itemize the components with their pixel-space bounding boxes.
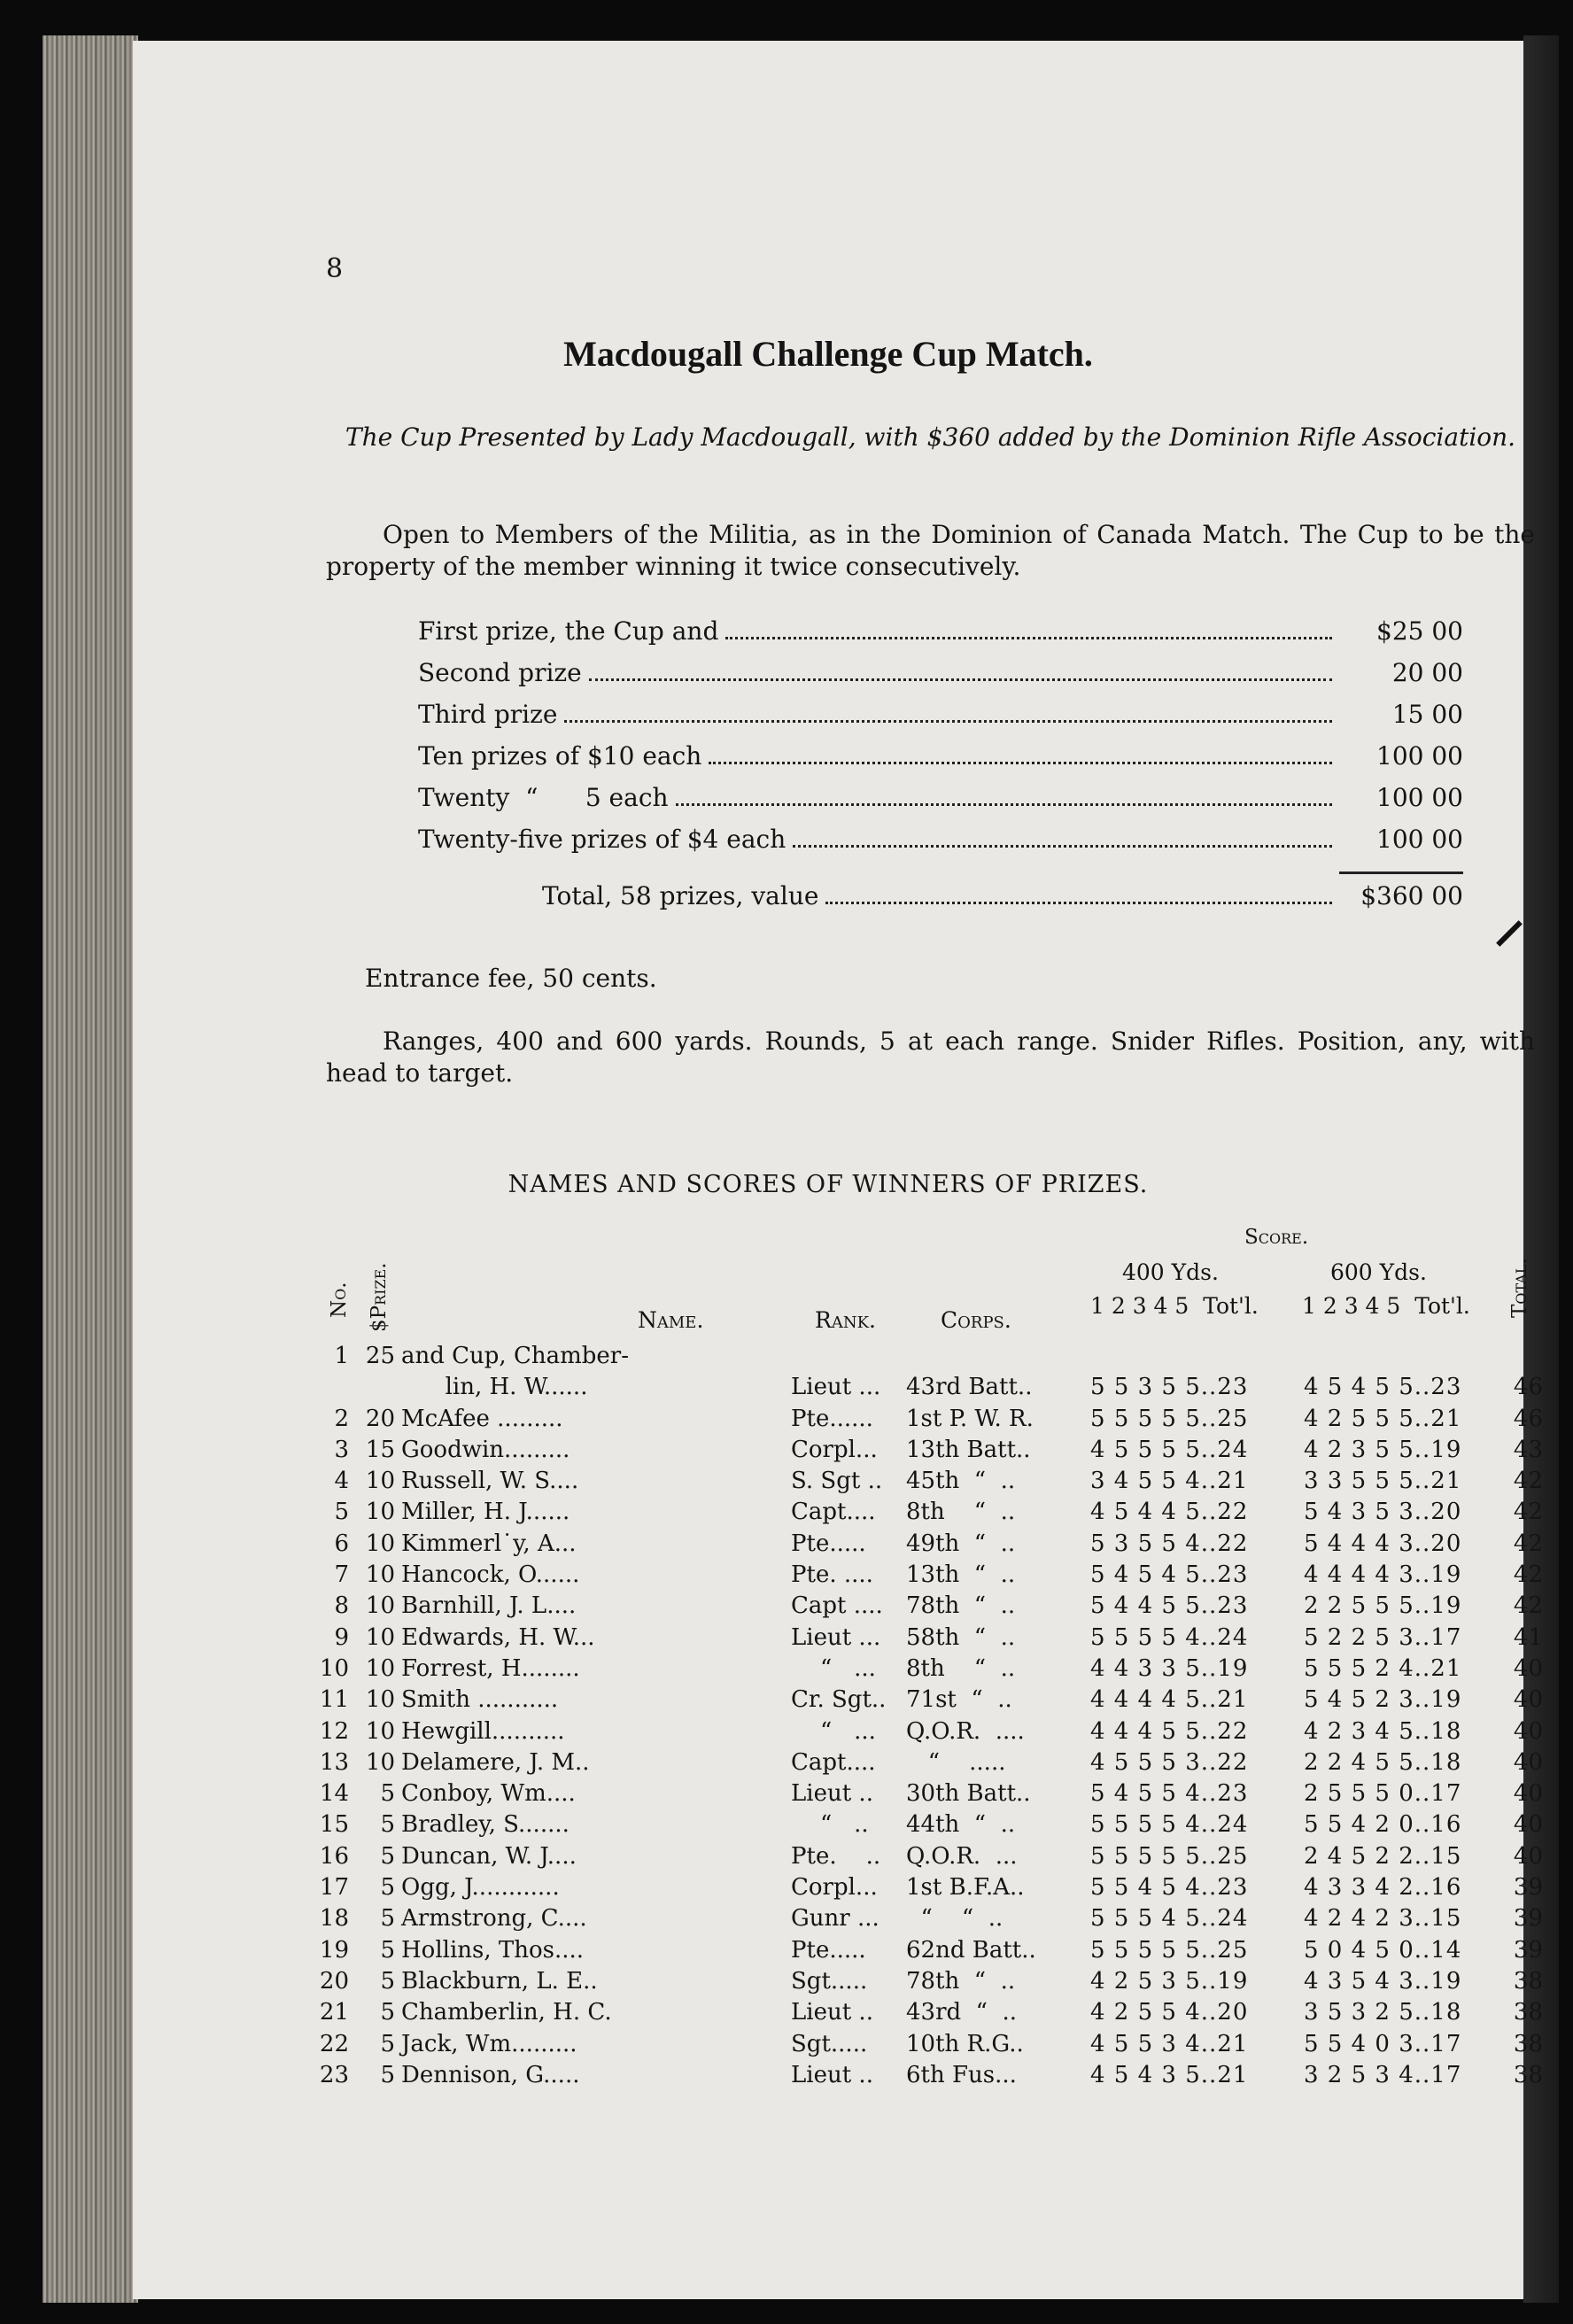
table-row [133,1874,1543,1905]
corps-cell: “ ..... [906,1748,1006,1776]
intro-paragraph: Open to Members of the Militia, as in the Dominion of Canada Match. The Cup to be the property of the member winning it twice consecutively. [326,520,1535,581]
total-cell: 42 [1513,1530,1543,1557]
header-400-yds: 400 Yds. [1122,1259,1219,1285]
name-cell: Barnhill, J. L.... [401,1592,577,1620]
leader-dots [793,845,1332,848]
name-cell: Dennison, G..... [401,2061,580,2088]
table-row [133,1905,1543,1936]
score-600-cell: 2 2 5 5 5..19 [1304,1592,1462,1620]
score-400-cell: 5 5 4 5 4..23 [1090,1874,1249,1902]
total-cell: 46 [1513,1374,1543,1401]
score-400-cell: 3 4 5 5 4..21 [1090,1468,1249,1495]
score-400-cell: 4 2 5 3 5..19 [1090,1967,1249,1995]
name-cell: Forrest, H........ [401,1654,580,1682]
row-number: 20 [319,1967,349,1995]
score-600-cell: 4 2 4 2 3..15 [1304,1905,1462,1933]
name-cell: Armstrong, C.... [401,1905,587,1933]
row-number: 2 [334,1405,349,1432]
prize-label: Second prize [418,658,582,687]
prize-amount: 100 00 [1376,741,1463,771]
name-cell: Smith ........... [401,1686,559,1714]
score-400-cell: 5 5 5 4 5..24 [1090,1905,1249,1933]
name-cell: lin, H. W...... [401,1374,588,1401]
prize-label: Third prize [418,700,558,729]
prize-row [418,825,1463,866]
table-row [133,1530,1543,1561]
header-400-shots: 1 2 3 4 5 Tot'l. [1090,1293,1259,1319]
table-row [133,1686,1543,1717]
prize-amount-cell: 5 [380,1842,395,1870]
header-prize: $Prize. [368,1262,391,1332]
score-400-cell: 4 5 5 5 3..22 [1090,1748,1249,1776]
row-number: 8 [334,1592,349,1620]
prize-row [418,700,1463,741]
name-cell: Conboy, Wm.... [401,1780,576,1808]
corps-cell: 8th “ .. [906,1654,1016,1682]
score-600-cell: 4 5 4 5 5..23 [1304,1374,1462,1401]
total-cell: 38 [1513,2030,1543,2057]
score-600-cell: 2 4 5 2 2..15 [1304,1842,1462,1870]
rank-cell: “ ... [791,1654,876,1682]
name-cell: Kimmerl˙y, A... [401,1530,577,1557]
corps-cell: 45th “ .. [906,1468,1016,1495]
prize-amount-cell: 5 [380,1811,395,1839]
prize-amount-cell: 20 [365,1405,395,1432]
prize-amount-cell: 10 [365,1499,395,1526]
score-400-cell: 4 5 4 3 5..21 [1090,2061,1249,2088]
rank-cell: Capt .... [791,1592,883,1620]
total-cell: 42 [1513,1561,1543,1589]
total-cell: 40 [1513,1842,1543,1870]
prize-amount: 20 00 [1391,658,1463,687]
score-400-cell: 5 3 5 5 4..22 [1090,1530,1249,1557]
total-cell: 39 [1513,1936,1543,1964]
score-400-cell: 5 5 5 5 5..25 [1090,1936,1249,1964]
rank-cell: Gunr ... [791,1905,879,1933]
table-row [133,1468,1543,1499]
total-cell: 42 [1513,1592,1543,1620]
table-row [133,1748,1543,1780]
leader-dots [825,902,1332,904]
page [133,41,1543,2299]
name-cell: Blackburn, L. E.. [401,1967,598,1995]
total-cell: 40 [1513,1717,1543,1745]
row-number: 7 [334,1561,349,1589]
name-cell: and Cup, Chamber- [401,1343,630,1369]
scores-table [133,1343,1543,2093]
prize-label: First prize, the Cup and [418,616,719,646]
row-number: 3 [334,1436,349,1463]
row-number: 22 [319,2030,349,2057]
table-row [133,1623,1543,1655]
corps-cell: 1st P. W. R. [906,1405,1034,1432]
prize-amount-cell: 10 [365,1592,395,1620]
leader-dots [709,762,1332,764]
rank-cell: Capt.... [791,1499,876,1526]
score-600-cell: 5 4 5 2 3..19 [1304,1686,1462,1714]
row-number: 6 [334,1530,349,1557]
ranges-paragraph: Ranges, 400 and 600 yards. Rounds, 5 at each range. Snider Rifles. Position, any, with head to target. [326,1026,1535,1088]
prize-list [418,616,1463,923]
header-rank: Rank. [815,1307,876,1333]
rank-cell: Capt.... [791,1748,876,1776]
rank-cell: S. Sgt .. [791,1468,883,1495]
corps-cell: Q.O.R. ... [906,1842,1018,1870]
prize-amount-cell: 15 [365,1436,395,1463]
table-row [133,1936,1543,1968]
total-label: Total, 58 prizes, value [542,881,819,910]
score-600-cell: 2 2 4 5 5..18 [1304,1748,1462,1776]
page-title: Macdougall Challenge Cup Match. [563,334,1093,374]
table-header [133,1219,1531,1334]
rank-cell: Pte..... [791,1530,866,1557]
table-row [133,1499,1543,1530]
prize-label: Ten prizes of $10 each [418,741,702,771]
name-cell: Jack, Wm......... [401,2030,577,2057]
table-row [133,1374,1543,1405]
prize-amount-cell: 5 [380,2030,395,2057]
name-cell: McAfee ......... [401,1405,563,1432]
prize-amount-cell: 10 [365,1530,395,1557]
leader-dots [725,637,1332,639]
rank-cell: Corpl... [791,1874,878,1902]
book-edge [43,35,138,2303]
table-row [133,1967,1543,1999]
row-number: 9 [334,1623,349,1651]
corps-cell: 49th “ .. [906,1530,1016,1557]
rank-cell: Pte..... [791,1936,866,1964]
prize-amount-cell: 10 [365,1468,395,1495]
prize-amount-cell: 10 [365,1623,395,1651]
corps-cell: 78th “ .. [906,1592,1016,1620]
total-cell: 38 [1513,1999,1543,2026]
total-cell: 40 [1513,1748,1543,1776]
entrance-fee: Entrance fee, 50 cents. [365,964,657,993]
total-cell: 38 [1513,1967,1543,1995]
row-number: 1 [334,1343,349,1369]
corps-cell: 78th “ .. [906,1967,1016,1995]
prize-amount: 15 00 [1391,700,1463,729]
rank-cell: Cr. Sgt.. [791,1686,887,1714]
corps-cell: 44th “ .. [906,1811,1016,1839]
corps-cell: 10th R.G.. [906,2030,1024,2057]
prize-total-row [542,881,1463,923]
name-cell: Bradley, S....... [401,1811,570,1839]
table-row [133,1405,1543,1437]
score-600-cell: 3 5 3 2 5..18 [1304,1999,1462,2026]
prize-amount-cell: 5 [380,1780,395,1808]
rank-cell: Corpl... [791,1436,878,1463]
leader-dots [564,720,1332,723]
header-total: Total. [1508,1258,1531,1318]
table-heading: NAMES AND SCORES OF WINNERS OF PRIZES. [508,1171,1149,1198]
corps-cell: 8th “ .. [906,1499,1016,1526]
table-row [133,2030,1543,2062]
score-600-cell: 5 2 2 5 3..17 [1304,1623,1462,1651]
rank-cell: Lieut ... [791,1623,881,1651]
corps-cell: 62nd Batt.. [906,1936,1036,1964]
score-400-cell: 5 4 4 5 5..23 [1090,1592,1249,1620]
prize-amount-cell: 10 [365,1717,395,1745]
table-row [133,1343,1523,1374]
table-row [133,1780,1543,1811]
corps-cell: Q.O.R. .... [906,1717,1025,1745]
rank-cell: “ .. [791,1811,869,1839]
total-cell: 40 [1513,1654,1543,1682]
row-number: 16 [319,1842,349,1870]
table-row [133,1842,1543,1874]
prize-row [418,741,1463,783]
prize-amount-cell: 5 [380,1905,395,1933]
corps-cell: 6th Fus... [906,2061,1017,2088]
score-600-cell: 3 3 5 5 5..21 [1304,1468,1462,1495]
score-400-cell: 5 5 5 5 4..24 [1090,1811,1249,1839]
score-400-cell: 4 4 3 3 5..19 [1090,1654,1249,1682]
total-cell: 38 [1513,2061,1543,2088]
table-row [133,1436,1543,1468]
prize-amount: $25 00 [1376,616,1463,646]
score-600-cell: 4 2 5 5 5..21 [1304,1405,1462,1432]
score-600-cell: 4 2 3 5 5..19 [1304,1436,1462,1463]
total-cell: 46 [1513,1405,1543,1432]
row-number: 18 [319,1905,349,1933]
score-400-cell: 5 5 5 5 4..24 [1090,1623,1249,1651]
pencil-mark [1496,920,1523,947]
total-cell: 40 [1513,1686,1543,1714]
row-number: 19 [319,1936,349,1964]
score-600-cell: 4 3 5 4 3..19 [1304,1967,1462,1995]
score-400-cell: 5 5 5 5 5..25 [1090,1842,1249,1870]
score-600-cell: 5 4 4 4 3..20 [1304,1530,1462,1557]
rank-cell: Pte. .. [791,1842,881,1870]
row-number: 5 [334,1499,349,1526]
table-row [133,1717,1543,1749]
name-cell: Ogg, J............ [401,1874,560,1902]
rank-cell: “ ... [791,1717,876,1745]
name-cell: Miller, H. J...... [401,1499,570,1526]
score-400-cell: 4 2 5 5 4..20 [1090,1999,1249,2026]
corps-cell: 43rd Batt.. [906,1374,1033,1401]
table-row [133,1811,1543,1842]
total-cell: 40 [1513,1811,1543,1839]
corps-cell: 1st B.F.A.. [906,1874,1025,1902]
row-number: 13 [319,1748,349,1776]
prize-amount-cell: 5 [380,2061,395,2088]
subtitle: The Cup Presented by Lady Macdougall, with $360 added by the Dominion Rifle Association. [345,422,1516,452]
name-cell: Edwards, H. W... [401,1623,595,1651]
prize-amount-cell: 5 [380,1936,395,1964]
name-cell: Russell, W. S.... [401,1468,579,1495]
total-cell: 40 [1513,1780,1543,1808]
corps-cell: 43rd “ .. [906,1999,1018,2026]
prize-label: Twenty “ 5 each [418,783,669,812]
page-number: 8 [326,253,344,284]
score-600-cell: 5 5 5 2 4..21 [1304,1654,1462,1682]
row-number: 12 [319,1717,349,1745]
corps-cell: 13th “ .. [906,1561,1016,1589]
rank-cell: Lieut .. [791,2061,873,2088]
rank-cell: Sgt..... [791,1967,868,1995]
row-number: 4 [334,1468,349,1495]
prize-amount-cell: 10 [365,1686,395,1714]
rank-cell: Sgt..... [791,2030,868,2057]
corps-cell: “ “ .. [906,1905,1003,1933]
score-600-cell: 5 5 4 0 3..17 [1304,2030,1462,2057]
score-600-cell: 5 0 4 5 0..14 [1304,1936,1462,1964]
score-600-cell: 4 4 4 4 3..19 [1304,1561,1462,1589]
prize-amount-cell: 5 [380,1999,395,2026]
table-row [133,1654,1543,1686]
leader-dots [589,678,1332,681]
prize-amount-cell: 10 [365,1561,395,1589]
prize-amount: 100 00 [1376,783,1463,812]
score-600-cell: 4 2 3 4 5..18 [1304,1717,1462,1745]
sum-rule [1339,872,1463,874]
corps-cell: 30th Batt.. [906,1780,1031,1808]
header-600-yds: 600 Yds. [1330,1259,1427,1285]
total-cell: 39 [1513,1874,1543,1902]
rank-cell: Lieut .. [791,1999,873,2026]
score-400-cell: 5 5 3 5 5..23 [1090,1374,1249,1401]
header-name: Name. [638,1307,704,1333]
prize-amount-cell: 10 [365,1654,395,1682]
header-score: Score. [1244,1226,1309,1249]
score-600-cell: 2 5 5 5 0..17 [1304,1780,1462,1808]
prize-amount: 100 00 [1376,825,1463,854]
score-400-cell: 5 4 5 5 4..23 [1090,1780,1249,1808]
prize-amount-cell: 25 [365,1343,395,1369]
prize-amount-cell: 10 [365,1748,395,1776]
score-400-cell: 4 4 4 5 5..22 [1090,1717,1249,1745]
score-600-cell: 5 5 4 2 0..16 [1304,1811,1462,1839]
table-row [133,2061,1543,2093]
row-number: 11 [319,1686,349,1714]
total-cell: 42 [1513,1499,1543,1526]
name-cell: Goodwin......... [401,1436,570,1463]
row-number: 14 [319,1780,349,1808]
prize-row [418,616,1463,658]
score-400-cell: 4 4 4 4 5..21 [1090,1686,1249,1714]
header-no: No. [328,1282,351,1318]
table-row [133,1561,1543,1592]
table-row [133,1999,1543,2030]
corps-cell: 71st “ .. [906,1686,1012,1714]
prize-label: Twenty-five prizes of $4 each [418,825,786,854]
row-number: 21 [319,1999,349,2026]
score-600-cell: 4 3 3 4 2..16 [1304,1874,1462,1902]
score-400-cell: 5 4 5 4 5..23 [1090,1561,1249,1589]
total-cell: 42 [1513,1468,1543,1495]
rank-cell: Pte...... [791,1405,873,1432]
score-600-cell: 5 4 3 5 3..20 [1304,1499,1462,1526]
name-cell: Delamere, J. M.. [401,1748,590,1776]
prize-row [418,783,1463,825]
score-400-cell: 4 5 5 5 5..24 [1090,1436,1249,1463]
table-row [133,1592,1543,1623]
rank-cell: Lieut ... [791,1374,881,1401]
leader-dots [676,803,1332,806]
score-400-cell: 4 5 5 3 4..21 [1090,2030,1249,2057]
header-corps: Corps. [941,1307,1011,1333]
name-cell: Hancock, O...... [401,1561,580,1589]
name-cell: Hollins, Thos.... [401,1936,585,1964]
name-cell: Chamberlin, H. C. [401,1999,612,2026]
score-400-cell: 5 5 5 5 5..25 [1090,1405,1249,1432]
score-600-cell: 3 2 5 3 4..17 [1304,2061,1462,2088]
prize-amount-cell: 5 [380,1874,395,1902]
row-number: 10 [319,1654,349,1682]
row-number: 17 [319,1874,349,1902]
row-number: 15 [319,1811,349,1839]
score-400-cell: 4 5 4 4 5..22 [1090,1499,1249,1526]
total-cell: 41 [1513,1623,1543,1651]
row-number: 23 [319,2061,349,2088]
total-cell: 39 [1513,1905,1543,1933]
rank-cell: Lieut .. [791,1780,873,1808]
page-content [133,41,1543,2299]
total-amount: $360 00 [1360,881,1463,910]
name-cell: Hewgill.......... [401,1717,565,1745]
rank-cell: Pte. .... [791,1561,873,1589]
total-cell: 43 [1513,1436,1543,1463]
header-600-shots: 1 2 3 4 5 Tot'l. [1302,1293,1470,1319]
corps-cell: 13th Batt.. [906,1436,1031,1463]
prize-amount-cell: 5 [380,1967,395,1995]
prize-row [418,658,1463,700]
name-cell: Duncan, W. J.... [401,1842,577,1870]
corps-cell: 58th “ .. [906,1623,1016,1651]
